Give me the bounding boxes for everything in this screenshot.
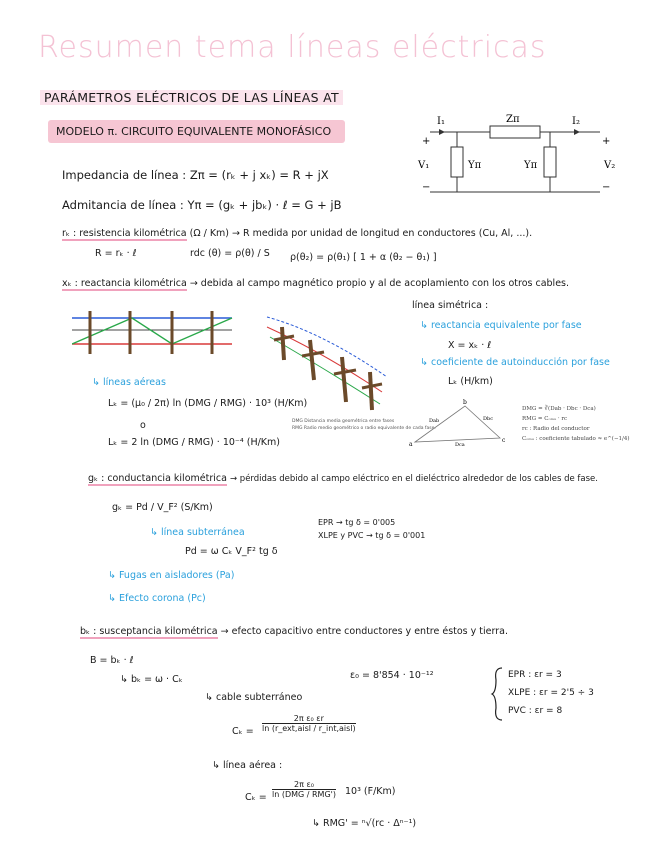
triangle-notes bbox=[522, 404, 630, 444]
aerial-line-schematic bbox=[72, 306, 242, 361]
bk-aerea: ↳ línea aérea : bbox=[212, 760, 283, 771]
brace bbox=[490, 666, 504, 722]
label-i1: I₁ bbox=[437, 116, 445, 127]
ck2-den: ln (DMG / RMG') bbox=[272, 790, 336, 799]
svg-text:b: b bbox=[463, 399, 467, 406]
dmg-triangle bbox=[405, 398, 515, 448]
rk-label: rₖ : resistencia kilométrica bbox=[62, 228, 187, 239]
gk-formula: gₖ = Pd / V_F² (S/Km) bbox=[112, 502, 213, 513]
rk-formula-3: ρ(θ₂) = ρ(θ₁) [ 1 + α (θ₂ − θ₁) ] bbox=[290, 252, 437, 263]
xk-label: xₖ : reactancia kilométrica bbox=[62, 278, 187, 289]
eps-xlpe: XLPE : εr = 2'5 ÷ 3 bbox=[508, 688, 594, 698]
svg-text:+: + bbox=[602, 136, 611, 147]
page-title: Resumen tema líneas eléctricas bbox=[38, 30, 547, 65]
gk-label: gₖ : conductancia kilométrica bbox=[88, 473, 227, 484]
gk-row bbox=[88, 473, 598, 484]
tri-rc: rc : Radio del conductor bbox=[522, 426, 590, 432]
ck-num: 2π ε₀ εr bbox=[262, 714, 356, 724]
label-v1: V₁ bbox=[418, 160, 430, 171]
label-i2: I₂ bbox=[572, 116, 580, 127]
gk-sub-label: ↳ línea subterránea bbox=[150, 527, 245, 538]
bk-row bbox=[80, 626, 508, 637]
section-heading bbox=[40, 90, 343, 105]
sym-item-2: ↳ coeficiente de autoinducción por fase bbox=[420, 357, 610, 368]
lk-formula-2: Lₖ = 2 ln (DMG / RMG) · 10⁻⁴ (H/Km) bbox=[108, 437, 280, 448]
bk-formula-2: ↳ bₖ = ω · Cₖ bbox=[120, 674, 183, 685]
rmg-prime: ↳ RMG' = ⁿ√(rc · Δⁿ⁻¹) bbox=[312, 818, 417, 829]
gk-epr: EPR → tg δ = 0'005 bbox=[318, 518, 396, 527]
xk-desc: → debida al campo magnético propio y al de acoplamiento con los otros cables. bbox=[189, 278, 570, 289]
ck2-fraction bbox=[272, 780, 336, 799]
sym-item-1: ↳ reactancia equivalente por fase bbox=[420, 320, 582, 331]
gk-desc: → pérdidas debido al campo eléctrico en el dieléctrico alrededor de los cables de fase. bbox=[229, 474, 598, 484]
towers-illustration bbox=[262, 312, 397, 412]
ck2-tail: 10³ (F/Km) bbox=[345, 786, 396, 797]
rk-unit: (Ω / Km) bbox=[189, 228, 230, 239]
ck2-lhs: Cₖ = bbox=[245, 792, 267, 803]
or-text: o bbox=[140, 420, 146, 431]
label-zpi: Zπ bbox=[506, 114, 520, 125]
ck-fraction bbox=[262, 714, 356, 733]
svg-text:Dbc: Dbc bbox=[483, 416, 494, 422]
sym-formula: X = xₖ · ℓ bbox=[448, 340, 492, 351]
ck-den: ln (r_ext,aisl / r_int,aisl) bbox=[262, 724, 356, 733]
model-label: MODELO π. CIRCUITO EQUIVALENTE MONOFÁSICO bbox=[48, 120, 345, 143]
eps0: ε₀ = 8'854 · 10⁻¹² bbox=[350, 670, 434, 681]
lk-formula-1: Lₖ = (μ₀ / 2π) ln (DMG / RMG) · 10³ (H/Km) bbox=[108, 398, 308, 409]
sym-title: línea simétrica : bbox=[412, 300, 489, 311]
bk-cable-sub: ↳ cable subterráneo bbox=[205, 692, 303, 703]
bk-label: bₖ : susceptancia kilométrica bbox=[80, 626, 218, 637]
label-ypi-right: Yπ bbox=[524, 160, 538, 171]
bk-formula: B = bₖ · ℓ bbox=[90, 655, 134, 666]
aereas-label: ↳ líneas aéreas bbox=[92, 377, 166, 388]
admittance-line: Admitancia de línea : Yπ = (gₖ + jbₖ) · ℓ = G + jB bbox=[62, 198, 342, 212]
ck-lhs: Cₖ = bbox=[232, 726, 254, 737]
svg-text:−: − bbox=[602, 182, 611, 193]
svg-text:c: c bbox=[502, 437, 506, 444]
pi-circuit-diagram bbox=[410, 112, 620, 207]
caption-dmg: DMG Distancia media geométrica entre fases bbox=[292, 419, 395, 424]
rk-row bbox=[62, 228, 532, 239]
svg-text:+: + bbox=[422, 136, 431, 147]
rk-formula-2: rdc (θ) = ρ(θ) / S bbox=[190, 248, 270, 259]
svg-text:−: − bbox=[422, 182, 431, 193]
rk-desc: → R medida por unidad de longitud en conductores (Cu, Al, ...). bbox=[232, 228, 533, 239]
gk-fugas: ↳ Fugas en aisladores (Pa) bbox=[108, 570, 235, 581]
ck2-num: 2π ε₀ bbox=[272, 780, 336, 790]
tri-c: Cₒₘᵤ : coeficiente tabulado ≈ e^(−1/4) bbox=[522, 436, 630, 442]
gk-corona: ↳ Efecto corona (Pc) bbox=[108, 593, 206, 604]
section-heading-text: PARÁMETROS ELÉCTRICOS DE LAS LÍNEAS AT bbox=[40, 90, 343, 105]
svg-text:Dca: Dca bbox=[455, 442, 465, 448]
gk-sub-formula: Pd = ω Cₖ V_F² tg δ bbox=[185, 546, 278, 557]
tri-dmg: DMG = ∛(Dab · Dbc · Dca) bbox=[522, 406, 596, 412]
bk-desc: → efecto capacitivo entre conductores y entre éstos y tierra. bbox=[220, 626, 508, 637]
svg-text:a: a bbox=[409, 441, 413, 448]
gk-xlpe: XLPE y PVC → tg δ = 0'001 bbox=[318, 531, 426, 540]
svg-text:Dab: Dab bbox=[429, 418, 440, 424]
eps-pvc: PVC : εr = 8 bbox=[508, 706, 563, 716]
label-v2: V₂ bbox=[604, 160, 616, 171]
caption-rmg: RMG Radio medio geométrico o radio equivalente de cada fase. bbox=[292, 426, 436, 431]
tri-rmg: RMG = Cₒₘᵤ · rc bbox=[522, 416, 568, 422]
rk-formula-1: R = rₖ · ℓ bbox=[95, 248, 137, 259]
xk-row bbox=[62, 278, 569, 289]
label-ypi-left: Yπ bbox=[468, 160, 482, 171]
eps-epr: EPR : εr = 3 bbox=[508, 670, 562, 680]
sym-unit: Lₖ (H/km) bbox=[448, 376, 493, 387]
impedance-line: Impedancia de línea : Zπ = (rₖ + j xₖ) = R + jX bbox=[62, 168, 329, 182]
